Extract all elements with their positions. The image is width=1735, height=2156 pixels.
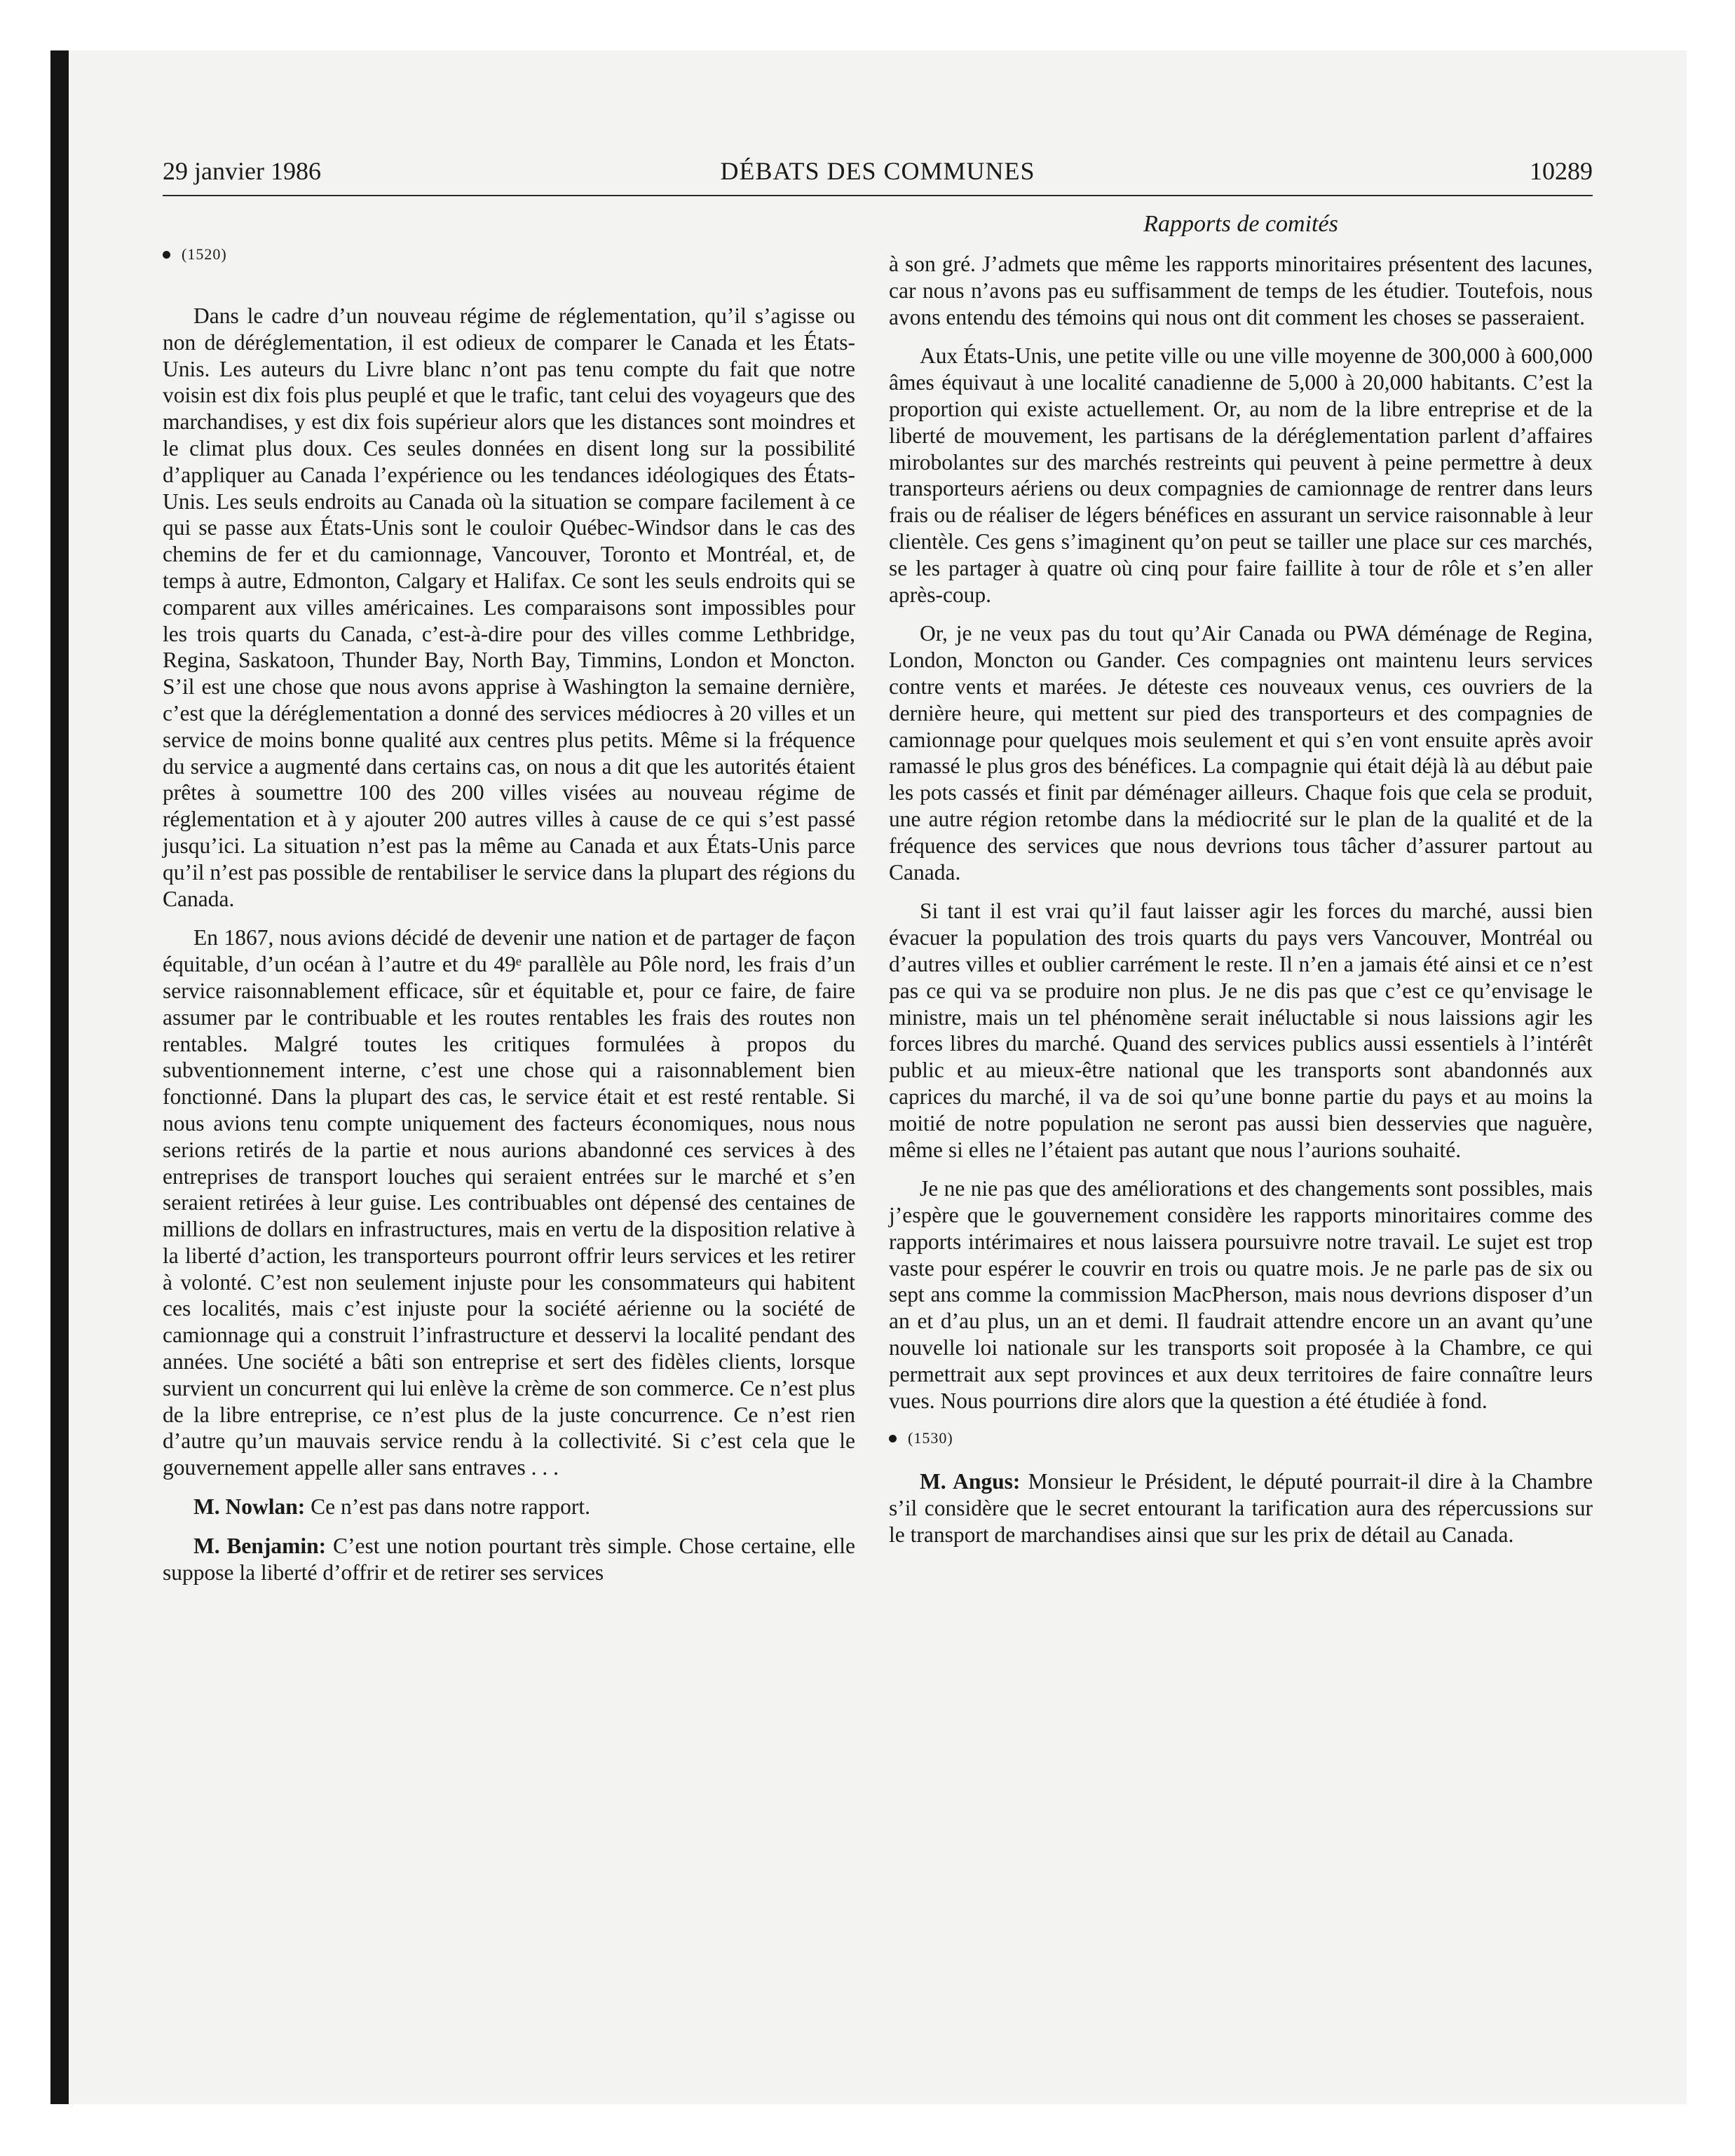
- header-date: 29 janvier 1986: [163, 157, 321, 185]
- paragraph: Or, je ne veux pas du tout qu’Air Canada ou PWA déménage de Regina, London, Moncton ou Gander. Ces compagnies ont maintenu leurs services contre vents et marées. Je déteste ces nouveaux venus, ces ouvriers de la dernière heure, qui mettent sur pied des transporteurs et des compagnies de camionnage pour quelques mois seulement et qui s’en vont ensuite après avoir ramassé le plus gros des bénéfices. La compagnie qui était déjà là au début paie les pots cassés et finit par déménager ailleurs. Chaque fois que cela se produit, une autre région retombe dans la médiocrité sur le plan de la qualité et de la fréquence des services que nous devrions tous tâcher d’assurer partout au Canada.: [889, 621, 1593, 885]
- speech-text: Monsieur le Président, le député pourrait-il dire à la Chambre s’il considère que le secret entourant la tarification aura des répercussions sur le transport de marchandises ainsi que sur les prix de détail au Canada.: [889, 1469, 1593, 1548]
- speaker-name: M. Benjamin:: [193, 1533, 327, 1558]
- left-column: [163, 244, 855, 1598]
- scan-edge-bar: [50, 50, 69, 2104]
- page-header: [163, 156, 1593, 196]
- speech-text: C’est une notion pourtant très simple. Chose certaine, elle suppose la liberté d’offrir et de retirer ses services: [163, 1533, 856, 1585]
- timestamp-text: (1530): [908, 1429, 953, 1447]
- paragraph: Je ne nie pas que des améliorations et des changements sont possibles, mais j’espère que le gouvernement considère les rapports minoritaires comme des rapports intérimaires et nous laissera poursuivre notre travail. Le sujet est trop vaste pour espérer le couvrir en trois ou quatre mois. Je ne parle pas de six ou sept ans comme la commission MacPherson, mais nous devrions disposer d’un an et d’au plus, un an et demi. Il faudrait attendre encore un an avant qu’une nouvelle loi nationale sur les transports soit proposée à la Chambre, ce qui permettrait aux sept provinces et aux deux territoires de faire connaître leurs vues. Nous pourrions dire alors que la question a été étudiée à fond.: [889, 1176, 1593, 1413]
- timestamp-marker: [889, 1428, 1593, 1449]
- speaker-name: M. Nowlan:: [193, 1494, 306, 1520]
- speech: [163, 1533, 855, 1586]
- paragraph: Si tant il est vrai qu’il faut laisser agir les forces du marché, aussi bien évacuer la population des trois quarts du pays vers Vancouver, Montréal ou d’autres villes et oublier carrément le reste. Il n’en a jamais été ainsi et ce n’est pas ce qui va se produire non plus. Je ne dis pas que c’est ce qu’envisage le ministre, mais un tel phénomène serait inéluctable si nous laissions agir les forces libres du marché. Quand des services publics aussi essentiels à l’intérêt public et au mieux-être national que les transports sont abandonnés aux caprices du marché, il va de soi qu’une bonne partie du pays et au moins la moitié de notre population ne seront pas aussi bien desservies que naguère, même si elles ne l’étaient pas autant que nous l’aurions souhaité.: [889, 899, 1593, 1162]
- paragraph: Aux États-Unis, une petite ville ou une ville moyenne de 300,000 à 600,000 âmes équivaut à une localité canadienne de 5,000 à 20,000 habitants. C’est la proportion qui existe actuellement. Or, au nom de la libre entreprise et de la liberté de mouvement, les partisans de la déréglementation parlent d’affaires mirobolantes sur des marchés restreints qui peuvent à peine permettre à deux transporteurs aériens ou deux compagnies de camionnage de rentrer dans leurs frais ou de réaliser de légers bénéfices en assurant un service raisonnable à leur clientèle. Ces gens s’imaginent qu’on peut se tailler une place sur ces marchés, se les partager à quatre où cinq pour faire faillite à tour de rôle et s’en aller après-coup.: [889, 343, 1593, 607]
- paragraph: Dans le cadre d’un nouveau régime de réglementation, qu’il s’agisse ou non de déréglementation, il est odieux de comparer le Canada et les États-Unis. Les auteurs du Livre blanc n’ont pas tenu compte du fait que notre voisin est dix fois plus peuplé et que le trafic, tant celui des voyageurs que des marchandises, y est dix fois supérieur alors que les distances sont moindres et le climat plus doux. Ces seules données en disent long sur la possibilité d’appliquer au Canada l’expérience ou les tendances idéologiques des États-Unis. Les seuls endroits au Canada où la situation se compare facilement à ce qui se passe aux États-Unis sont le couloir Québec-Windsor dans le cas des chemins de fer et du camionnage, Vancouver, Toronto et Montréal, et, de temps à autre, Edmonton, Calgary et Halifax. Ce sont les seuls endroits qui se comparent aux villes américaines. Les comparaisons sont impossibles pour les trois quarts du Canada, c’est-à-dire pour des villes comme Lethbridge, Regina, Saskatoon, Thunder Bay, North Bay, Timmins, London et Moncton. S’il est une chose que nous avons apprise à Washington la semaine dernière, c’est que la déréglementation a donné des services médiocres à 20 villes et un service de moins bonne qualité aux centres plus petits. Même si la fréquence du service a augmenté dans certains cas, on nous a dit que les autorités étaient prêtes à soumettre 100 des 200 villes visées au nouveau régime de réglementation et à y ajouter 200 autres villes à cause de ce qui s’est passé jusqu’ici. La situation n’est pas la même au Canada et aux États-Unis parce qu’il n’est pas possible de rentabiliser le service dans la plupart des régions du Canada.: [163, 303, 855, 911]
- speech: [889, 1468, 1593, 1548]
- header-title: DÉBATS DES COMMUNES: [720, 157, 1035, 185]
- speaker-name: M. Angus:: [920, 1469, 1021, 1494]
- speech-text: Ce n’est pas dans notre rapport.: [305, 1494, 591, 1520]
- right-column: [889, 251, 1593, 1561]
- bullet-icon: [889, 1435, 897, 1442]
- timestamp-marker: [163, 244, 855, 265]
- speech: [163, 1494, 855, 1520]
- bullet-icon: [163, 251, 170, 259]
- paragraph: à son gré. J’admets que même les rapports minoritaires présentent des lacunes, car nous n’avons pas eu suffisamment de temps de les étudier. Toutefois, nous avons entendu des témoins qui nous ont dit comment les choses se passeraient.: [889, 252, 1593, 329]
- paragraph: En 1867, nous avions décidé de devenir une nation et de partager de façon équitable, d’un océan à l’autre et du 49ᵉ parallèle au Pôle nord, les frais d’un service raisonnablement efficace, sûr et équitable et, pour ce faire, de faire assumer par le contribuable et les routes rentables les frais des routes non rentables. Malgré toutes les critiques formulées à propos du subventionnement interne, c’est une chose qui a raisonnablement bien fonctionné. Dans la plupart des cas, le service était et est resté rentable. Si nous avions tenu compte uniquement des facteurs économiques, nous nous serions retirés de la partie et nous aurions abandonné ces services à des entreprises de transport louches qui seraient entrées sur le marché et s’en seraient retirées à leur guise. Les contribuables ont dépensé des centaines de millions de dollars en infrastructures, mais en vertu de la disposition relative à la liberté d’action, les transporteurs pourront offrir leurs services et les retirer à volonté. C’est non seulement injuste pour les consommateurs qui habitent ces localités, mais c’est injuste pour la société aérienne ou la société de camionnage qui a construit l’infrastructure et desservi la localité pendant des années. Une société a bâti son entreprise et sert des fidèles clients, lorsque survient un concurrent qui lui enlève la crème de son commerce. Ce n’est plus de la libre entreprise, ce n’est plus de la juste concurrence. Ce n’est rien d’autre qu’un mauvais service rendu à la collectivité. Si c’est cela que le gouvernement appelle aller sans entraves . . .: [163, 925, 855, 1480]
- section-title: Rapports de comités: [1143, 211, 1338, 237]
- page-number: 10289: [1530, 157, 1593, 185]
- timestamp-text: (1520): [182, 245, 227, 263]
